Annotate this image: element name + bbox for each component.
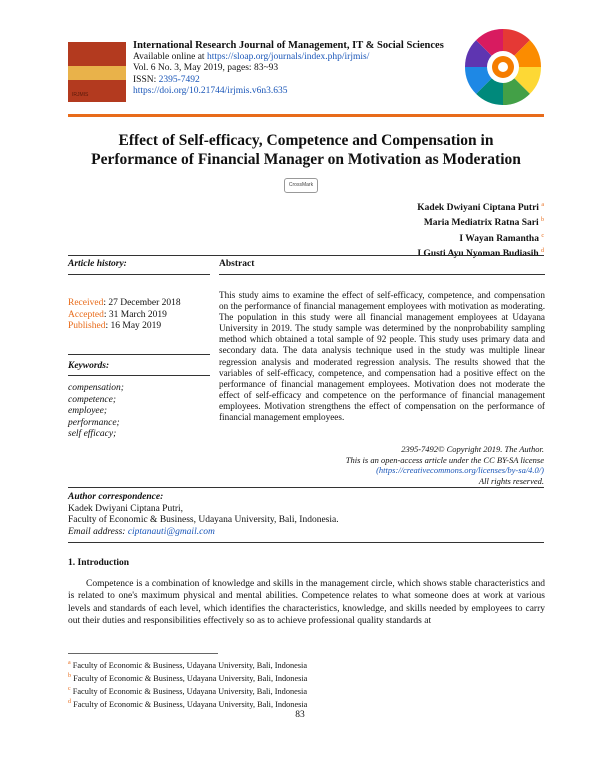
article-history-heading: Article history: — [68, 259, 127, 269]
section-divider — [68, 375, 210, 376]
footnote: $^b$ Faculty of Economic & Business, Udayana University, Bali, Indonesia — [68, 672, 308, 683]
journal-cover-image: IRJMIS — [68, 42, 126, 102]
section-divider — [68, 487, 544, 488]
section-divider — [68, 354, 210, 355]
footnote: $^c$ Faculty of Economic & Business, Udayana University, Bali, Indonesia — [68, 685, 308, 696]
header-divider — [68, 114, 544, 117]
keywords-heading: Keywords: — [68, 361, 110, 371]
author: I Wayan Ramantha $^c$ — [459, 232, 544, 244]
keyword-list — [68, 383, 124, 441]
section-divider — [219, 274, 545, 275]
author-correspondence: Author correspondence: Kadek Dwiyani Ciptana Putri, Faculty of Economic & Business, Udayana University, Bali, Indonesia. Email address: ciptanauti@gmail.com — [68, 492, 339, 538]
paper-title — [68, 131, 544, 169]
availability-line: Available online at https://sloap.org/journals/index.php/irjmis/ — [133, 51, 370, 62]
publisher-logo-icon — [462, 26, 544, 108]
author: Kadek Dwiyani Ciptana Putri $^a$ — [417, 202, 544, 214]
email-link[interactable]: ciptanauti@gmail.com — [127, 527, 215, 538]
introduction-text: Competence is a combination of knowledge and skills in the management circle, which shows stable characteristics and is related to one's maximum physical and mental abilities. Competence relates to what someone does at work at various levels and standards of each level, which identifies the characteristics, knowledge, and skills needed by employees to carry out their duties and responsibilities effectively so as to achieve professional quality standards at — [68, 579, 545, 627]
volume-info: Vol. 6 No. 3, May 2019, pages: 83~93 — [133, 63, 279, 73]
section-divider — [68, 274, 210, 275]
author: d — [541, 248, 544, 255]
abstract-text: This study aims to examine the effect of self-efficacy, competence, and compensation on the performance of financial management employees with motivation as moderating. The population in this study were all financial management employees at Udayana University in 2019. The study sample was determined by the nonprobability sampling method which obtained a total sample of 92 people. This study uses primary data and secondary data. The data analysis technique used in the study was multiple linear regression analysis and moderated regression analysis. The results showed that the variables of self-efficacy, competence, and compensation had a positive effect on the performance of financial management employees. Motivation does not moderate the effect of self-efficacy and competence on the performance of financial management employees. Motivation strengthens the effect of compensation on the performance of financial management employees. — [219, 290, 545, 423]
footnote: $^d$ Faculty of Economic & Business, Udayana University, Bali, Indonesia — [68, 698, 308, 709]
issn-link[interactable]: 2395-7492 — [158, 74, 200, 85]
section-divider — [68, 255, 544, 256]
copyright-notice: 2395-7492© Copyright 2019. The Author. This is an open-access article under the CC BY-SA license (https://creativecommons.org/licenses/by-sa/4.0/) All rights reserved. — [345, 444, 544, 486]
journal-header — [133, 40, 453, 98]
author-list — [417, 199, 544, 260]
journal-url-link[interactable]: https://sloap.org/journals/index.php/irjmis/ — [206, 51, 370, 62]
author: Maria Mediatrix Ratna Sari $^b$ — [423, 217, 544, 229]
keyword: performance; — [68, 417, 120, 428]
journal-title: International Research Journal of Management, IT & Social Sciences — [133, 40, 444, 51]
page-number: 83 — [295, 710, 305, 720]
footnote: $^a$ Faculty of Economic & Business, Udayana University, Bali, Indonesia — [68, 660, 308, 670]
article-dates: Received: 27 December 2018 Accepted: 31 March 2019 Published: 16 May 2019 — [68, 298, 181, 331]
license-link[interactable]: (https://creativecommons.org/licenses/by-sa/4.0/) — [376, 465, 544, 476]
introduction-heading: 1. Introduction — [68, 558, 130, 568]
keyword: compensation; — [68, 383, 124, 393]
crossmark-badge[interactable]: CrossMark — [284, 178, 318, 193]
footnotes — [68, 658, 307, 709]
footnote-divider — [68, 653, 218, 654]
paper-title-line-2: Performance of Financial Manager on Motivation as Moderation — [91, 151, 521, 168]
doi-link[interactable]: https://doi.org/10.21744/irjmis.v6n3.635 — [133, 86, 288, 96]
paper-title-line-1: Effect of Self-efficacy, Competence and Compensation in — [118, 132, 494, 149]
keyword: self efficacy; — [68, 429, 117, 440]
section-divider — [68, 542, 544, 543]
issn-line: ISSN: 2395-7492 — [133, 74, 200, 85]
keyword: competence; — [68, 394, 116, 405]
abstract-heading: Abstract — [219, 259, 255, 269]
keyword: employee; — [68, 406, 108, 417]
correspondence-heading: Author correspondence: — [68, 492, 164, 502]
